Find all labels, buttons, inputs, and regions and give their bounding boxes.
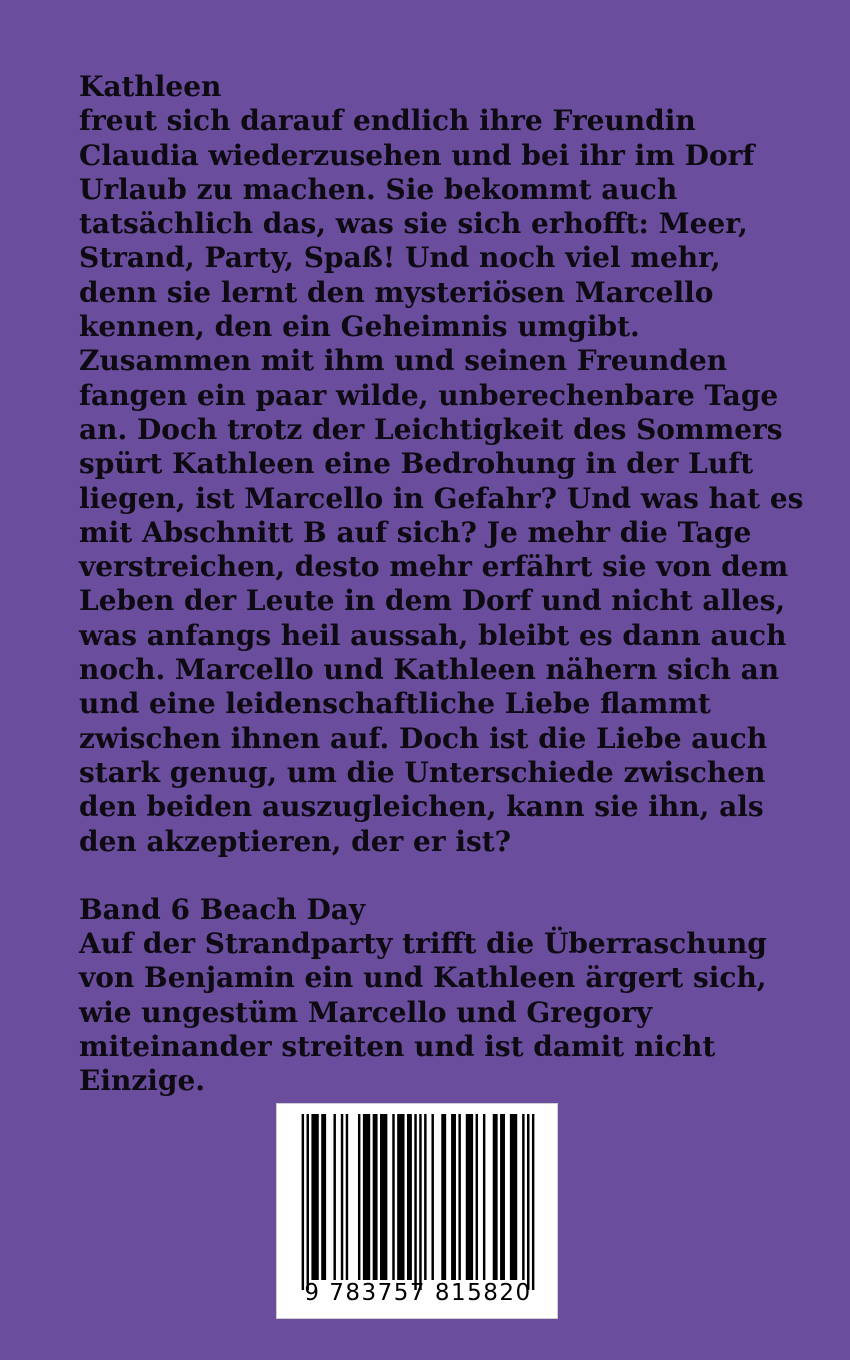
blurb-line: Claudia wiederzusehen und bei ihr im Dorf (79, 138, 755, 172)
paragraph-gap (79, 859, 819, 893)
volume-line: Auf der Strandparty trifft die Überraschung (79, 927, 767, 961)
barcode-bar (380, 1114, 387, 1280)
blurb-line: stark genug, um die Unterschiede zwischen (79, 755, 766, 789)
barcode-bar (373, 1114, 378, 1280)
barcode-bar (532, 1114, 534, 1290)
volume-line: wie ungestüm Marcello und Gregory (79, 995, 653, 1029)
barcode-bar (419, 1114, 421, 1290)
blurb-line: was anfangs heil aussah, bleibt es dann auch (79, 618, 787, 652)
blurb-line: fangen ein paar wilde, unberechenbare Tage (79, 378, 779, 412)
barcode-bar (321, 1114, 326, 1280)
barcode-bar (522, 1114, 524, 1280)
barcode-bar (500, 1114, 505, 1280)
barcode-bar (510, 1114, 517, 1280)
isbn-barcode (276, 1103, 558, 1319)
blurb-line: den akzeptieren, der er ist? (79, 824, 512, 858)
barcode-bar (311, 1114, 318, 1280)
barcode-bar (476, 1114, 478, 1280)
barcode-bar (333, 1114, 335, 1280)
volume-line: miteinander streiten und ist damit nicht (79, 1030, 716, 1064)
blurb-line: denn sie lernt den mysteriösen Marcello (79, 275, 714, 309)
volume-line: von Benjamin ein und Kathleen ärgert sich, (79, 961, 767, 995)
barcode-bar (341, 1114, 343, 1280)
blurb-line: kennen, den ein Geheimnis umgibt. (79, 310, 640, 344)
blurb-line: Leben der Leute in dem Dorf und nicht alles, (79, 584, 786, 618)
blurb-line: freut sich darauf endlich ihre Freundin (79, 104, 696, 138)
barcode-bar (346, 1114, 348, 1280)
barcode-bar (358, 1114, 360, 1280)
barcode-bar (527, 1114, 529, 1290)
barcode-bar (407, 1114, 412, 1280)
blurb-body (79, 104, 819, 859)
barcode-bar (307, 1114, 309, 1290)
blurb-line: tatsächlich das, was sie sich erhofft: Meer, (79, 207, 748, 241)
barcode-bar (493, 1114, 498, 1280)
blurb-line: zwischen ihnen auf. Doch ist die Liebe auch (79, 721, 768, 755)
barcode-bar (392, 1114, 394, 1280)
barcode-bar (397, 1114, 404, 1280)
volume-line: Einzige. (79, 1064, 206, 1098)
blurb-line: den beiden auszugleichen, kann sie ihn, als (79, 790, 764, 824)
blurb-line: mit Abschnitt B auf sich? Je mehr die Tage (79, 515, 752, 549)
barcode-bar (424, 1114, 426, 1280)
blurb-line: verstreichen, desto mehr erfährt sie von dem (79, 550, 789, 584)
volume-description (79, 927, 819, 1098)
blurb-line: Strand, Party, Spaß! Und noch viel mehr, (79, 241, 721, 275)
barcode-bar (483, 1114, 485, 1280)
blurb-title: Kathleen (79, 70, 222, 103)
barcode-bar (431, 1114, 433, 1280)
barcode-bar (458, 1114, 460, 1280)
blurb-line: Urlaub zu machen. Sie bekommt auch (79, 172, 678, 206)
barcode-bar (302, 1114, 304, 1290)
blurb-line: an. Doch trotz der Leichtigkeit des Sommers (79, 412, 783, 446)
isbn-number: 9 783757 815820 (304, 1280, 532, 1306)
blurb-line: und eine leidenschaftliche Liebe flammt (79, 687, 711, 721)
blurb-line: Zusammen mit ihm und seinen Freunden (79, 344, 728, 378)
blurb-line: liegen, ist Marcello in Gefahr? Und was hat es (79, 481, 804, 515)
barcode-bar (363, 1114, 370, 1280)
barcode-bar (466, 1114, 473, 1280)
blurb-line: noch. Marcello und Kathleen nähern sich an (79, 653, 780, 687)
barcode-bar (451, 1114, 456, 1280)
blurb-line: spürt Kathleen eine Bedrohung in der Luft (79, 447, 754, 481)
volume-title: Band 6 Beach Day (79, 892, 366, 926)
barcode-bar (441, 1114, 446, 1280)
back-cover-text (79, 70, 819, 1099)
barcode-bar (414, 1114, 416, 1290)
